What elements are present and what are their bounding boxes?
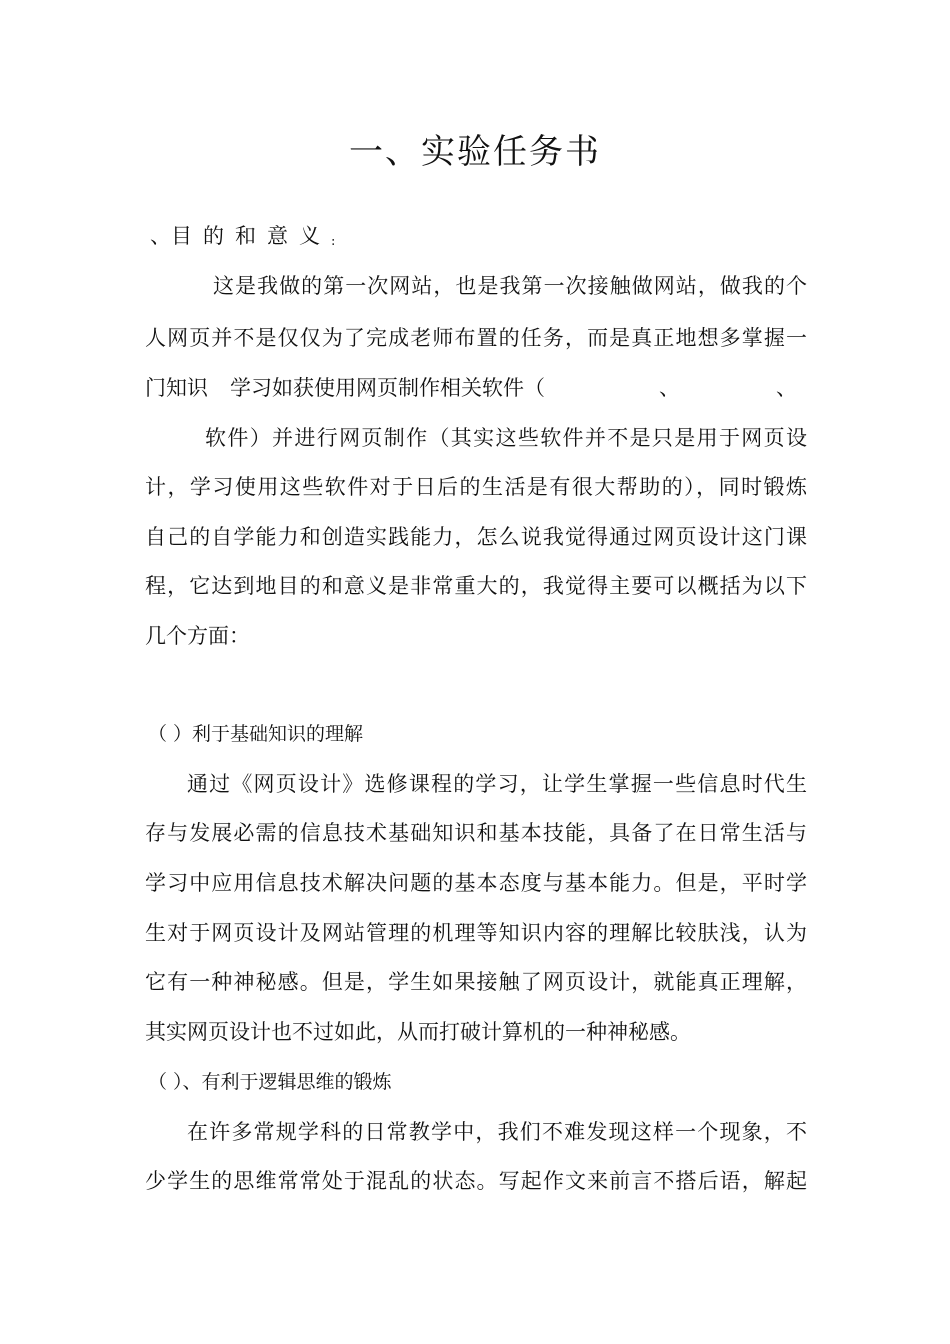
section-heading-purpose	[150, 218, 335, 260]
text-fragment: 、	[776, 376, 797, 400]
paragraph-line: 存与发展必需的信息技术基础知识和基本技能，具备了在日常生活与	[145, 821, 807, 845]
text-fragment: 、	[659, 376, 680, 400]
paragraph-line: 生对于网页设计及网站管理的机理等知识内容的理解比较肤浅，认为	[145, 921, 807, 945]
text-fragment: 学习如获使用网页制作相关软件（	[230, 376, 545, 400]
paragraph-line: 这是我做的第一次网站，也是我第一次接触做网站，做我的个	[213, 274, 807, 298]
paragraph-line: 通过《网页设计》选修课程的学习，让学生掌握一些信息时代生	[187, 772, 807, 796]
heading-text: 目的和意义	[171, 224, 331, 248]
paragraph-line: 少学生的思维常常处于混乱的状态。写起作文来前言不搭后语，解起	[145, 1169, 807, 1193]
paragraph-line-with-gaps	[145, 370, 807, 406]
paragraph-line: 程，它达到地目的和意义是非常重大的，我觉得主要可以概括为以下	[145, 574, 807, 598]
paragraph-line: 学习中应用信息技术解决问题的基本态度与基本能力。但是，平时学	[145, 871, 807, 895]
paragraph-line: 在许多常规学科的日常教学中，我们不难发现这样一个现象，不	[187, 1120, 807, 1144]
paragraph-line: 软件）并进行网页制作（其实这些软件并不是只是用于网页设	[205, 426, 807, 450]
paragraph-line: 几个方面：	[145, 624, 250, 648]
text-fragment: 门知识	[145, 376, 208, 400]
paragraph-line: 人网页并不是仅仅为了完成老师布置的任务，而是真正地想多掌握一	[145, 326, 807, 350]
paragraph-line: 计，学习使用这些软件对于日后的生活是有很大帮助的），同时锻炼	[145, 475, 807, 499]
page-title: 一、实验任务书	[349, 132, 601, 172]
paragraph-line: 其实网页设计也不过如此，从而打破计算机的一种神秘感。	[145, 1020, 691, 1044]
subsection-heading: （ ）、有利于逻辑思维的锻炼	[148, 1071, 392, 1093]
paragraph-line: 它有一种神秘感。但是，学生如果接触了网页设计，就能真正理解，	[145, 970, 807, 994]
heading-colon: :	[331, 234, 336, 249]
subsection-heading: （ ）利于基础知识的理解	[148, 723, 364, 745]
paragraph-line: 自己的自学能力和创造实践能力，怎么说我觉得通过网页设计这门课	[145, 525, 807, 549]
heading-prefix: 、	[150, 224, 171, 248]
